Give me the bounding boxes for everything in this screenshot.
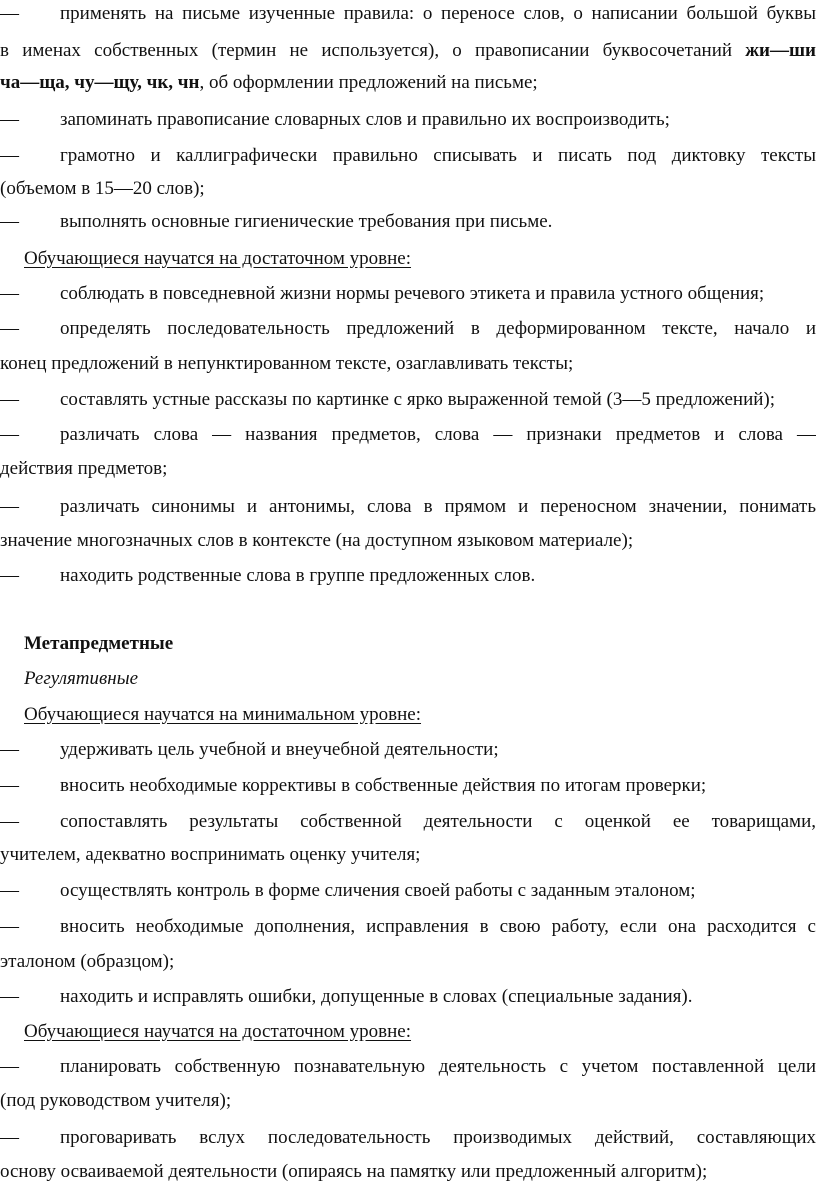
bullet-dash: — xyxy=(0,775,19,796)
bullet-dash: — xyxy=(0,496,19,517)
list-item-continuation xyxy=(0,1089,816,1113)
bullet-dash: — xyxy=(0,389,19,410)
list-item xyxy=(0,210,816,234)
list-item-text: проговаривать вслух последовательность производимых действий, составляющих xyxy=(60,1127,816,1148)
list-item xyxy=(0,423,816,447)
list-item-text: значение многозначных слов в контексте (на доступном языковом материале); xyxy=(0,530,634,551)
list-item-text: планировать собственную познавательную деятельность с учетом поставленной цели xyxy=(60,1056,816,1077)
bullet-dash: — xyxy=(0,1127,19,1148)
list-item-text: выполнять основные гигиенические требования при письме. xyxy=(60,211,553,232)
level-heading xyxy=(24,703,816,727)
bullet-dash: — xyxy=(0,318,19,339)
list-item-text: эталоном (образцом); xyxy=(0,951,175,972)
bullet-dash: — xyxy=(0,739,19,760)
list-item-text: основу осваиваемой деятельности (опираясь на памятку или предложенный алгоритм); xyxy=(0,1161,708,1182)
list-item-text: определять последовательность предложений в деформированном тексте, начало и xyxy=(60,318,816,339)
list-item-text: составлять устные рассказы по картинке с ярко выраженной темой (3—5 предложений); xyxy=(60,389,776,410)
bold-letter-combination: ча—ща, чу—щу, чк, чн xyxy=(0,72,200,93)
bullet-dash: — xyxy=(0,811,19,832)
list-item-continuation xyxy=(0,843,816,867)
list-item xyxy=(0,738,816,762)
list-item xyxy=(0,774,816,798)
list-item-continuation xyxy=(0,950,816,974)
bold-letter-combination: жи—ши xyxy=(745,40,816,61)
bullet-dash: — xyxy=(0,986,19,1007)
list-item-continuation xyxy=(0,529,816,553)
bullet-dash: — xyxy=(0,916,19,937)
bullet-dash: — xyxy=(0,145,19,166)
list-item xyxy=(0,317,816,341)
subsection-title xyxy=(24,667,816,691)
list-item-text: (объемом в 15—20 слов); xyxy=(0,178,205,199)
list-item xyxy=(0,108,816,132)
list-item-text: находить родственные слова в группе предложенных слов. xyxy=(60,565,536,586)
list-item xyxy=(0,2,816,26)
bullet-dash: — xyxy=(0,283,19,304)
list-item-text: находить и исправлять ошибки, допущенные в словах (специальные задания). xyxy=(60,986,693,1007)
list-item-continuation xyxy=(0,1160,816,1184)
list-item-text: соблюдать в повседневной жизни нормы речевого этикета и правила устного общения; xyxy=(60,283,765,304)
level-heading-text: Обучающиеся научатся на достаточном уровне: xyxy=(24,248,412,269)
list-item-text: (под руководством учителя); xyxy=(0,1090,232,1111)
bullet-dash: — xyxy=(0,1056,19,1077)
list-item xyxy=(0,915,816,939)
list-item xyxy=(0,1126,816,1150)
list-item xyxy=(0,282,816,306)
bullet-dash: — xyxy=(0,211,19,232)
bullet-dash: — xyxy=(0,565,19,586)
level-heading xyxy=(24,247,816,271)
list-item-text: вносить необходимые коррективы в собственные действия по итогам проверки; xyxy=(60,775,707,796)
list-item-continuation xyxy=(0,457,816,481)
list-item xyxy=(0,879,816,903)
list-item xyxy=(0,985,816,1009)
list-item xyxy=(0,144,816,168)
bullet-dash: — xyxy=(0,880,19,901)
subsection-title-text: Регулятивные xyxy=(24,668,138,689)
list-item-text: удерживать цель учебной и внеучебной деятельности; xyxy=(60,739,499,760)
section-title-text: Метапредметные xyxy=(24,633,174,654)
bullet-dash: — xyxy=(0,109,19,130)
list-item-text: грамотно и каллиграфически правильно списывать и писать под диктовку тексты xyxy=(60,145,816,166)
list-item-text: различать синонимы и антонимы, слова в прямом и переносном значении, понимать xyxy=(60,496,816,517)
list-item xyxy=(0,1055,816,1079)
level-heading-text: Обучающиеся научатся на достаточном уровне: xyxy=(24,1021,412,1042)
list-item-text: вносить необходимые дополнения, исправления в свою работу, если она расходится с xyxy=(60,916,816,937)
list-item-text: действия предметов; xyxy=(0,458,168,479)
list-item xyxy=(0,388,816,412)
list-item xyxy=(0,810,816,834)
list-item-text: осуществлять контроль в форме сличения своей работы с заданным эталоном; xyxy=(60,880,696,901)
level-heading-text: Обучающиеся научатся на минимальном уровне: xyxy=(24,704,422,725)
list-item-continuation xyxy=(0,352,816,376)
level-heading xyxy=(24,1020,816,1044)
bullet-dash: — xyxy=(0,424,19,445)
list-item-text: конец предложений в непунктированном тексте, озаглавливать тексты; xyxy=(0,353,574,374)
list-item-text: различать слова — названия предметов, слова — признаки предметов и слова — xyxy=(60,424,816,445)
list-item xyxy=(0,495,816,519)
list-item-text: , об оформлении предложений на письме; xyxy=(199,72,538,93)
list-item-text: учителем, адекватно воспринимать оценку учителя; xyxy=(0,844,421,865)
bullet-dash: — xyxy=(0,3,19,24)
list-item-text: сопоставлять результаты собственной деятельности с оценкой ее товарищами, xyxy=(60,811,816,832)
list-item-text: применять на письме изученные правила: о переносе слов, о написании большой буквы xyxy=(60,3,816,24)
list-item xyxy=(0,564,816,588)
section-title xyxy=(24,632,816,656)
list-item-text: запоминать правописание словарных слов и правильно их воспроизводить; xyxy=(60,109,670,130)
list-item-continuation xyxy=(0,71,816,95)
list-item-continuation xyxy=(0,39,816,63)
list-item-text: в именах собственных (термин не используется), о правописании буквосочетаний xyxy=(0,40,746,61)
list-item-continuation xyxy=(0,177,816,201)
